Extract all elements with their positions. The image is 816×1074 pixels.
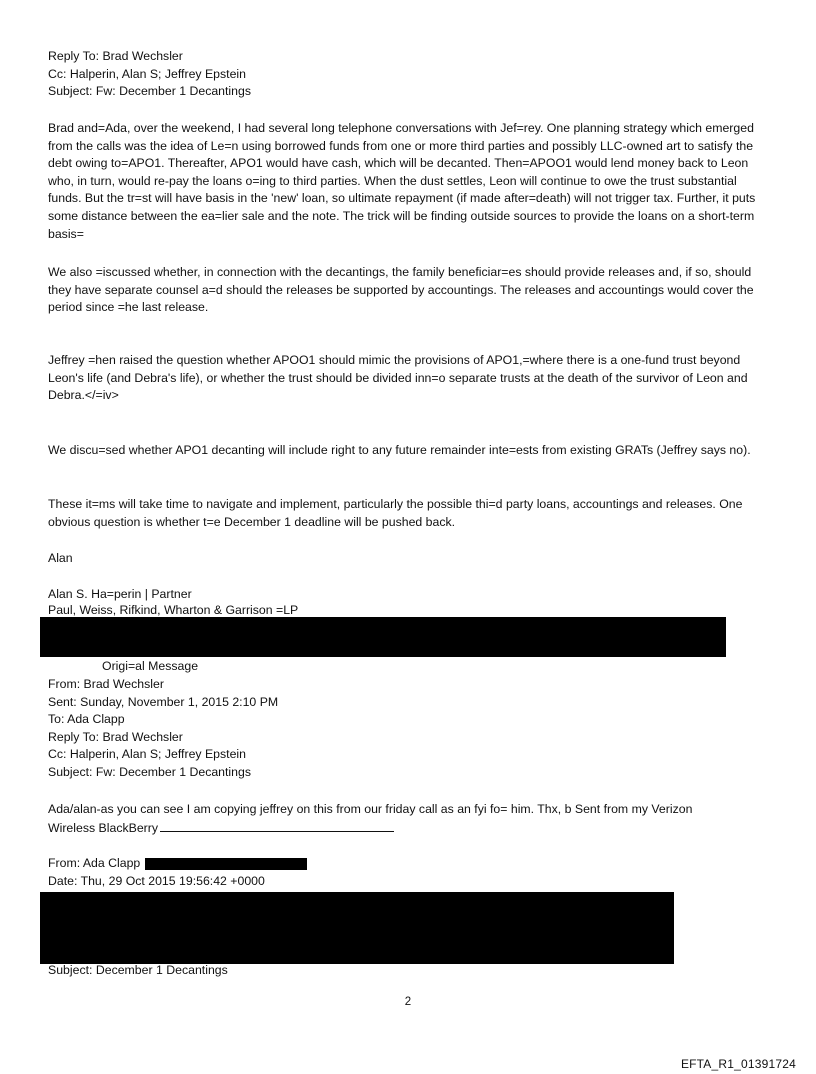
page-number: 2 xyxy=(404,996,412,1008)
forwarded-from-line: From: Ada Clapp xyxy=(48,856,141,870)
body-paragraph-5: These it=ms will take time to navigate and implement, particularly the possible thi=d party loans, accountings and releases. One obvious question is whether t=e December 1 deadline will be pushed back. xyxy=(48,497,743,529)
redaction-block-large xyxy=(40,892,674,964)
body-paragraph-3: Jeffrey =hen raised the question whether APOO1 should mimic the provisions of APO1,=where there is a one-fund trust beyond Leon's life (and Debra's life), or whether the trust should be divided inn=o separate trusts at the death of the survivor of Leon and Debra.</=iv> xyxy=(48,353,748,403)
subject-line: Subject: Fw: December 1 Decantings xyxy=(48,84,251,99)
separator-rule xyxy=(160,819,394,832)
body-paragraph-1: Brad and=Ada, over the weekend, I had several long telephone conversations with Jef=rey. One planning strategy which emerged from the calls was the idea of Le=n using borrowed funds from one or more third parties and possibly LLC-owned art to satisfy the debt owing to=APO1. Thereafter, APO1 would have cash, which will be decanted. Then=APOO1 would lend money back to Leon who, in turn, would re-pay the loans o=ing to third parties. When the dust settles, Leon will continue to owe the trust substantial funds. But the tr=st will have basis in the 'new' loan, so ultimate repayment (if made after=death) will not trigger tax. Further, it puts some distance between the ea=lier sale and the note. The trick will be finding outside sources to provide the loans on a short-term basis= xyxy=(48,121,756,241)
body-paragraph-2: We also =iscussed whether, in connection with the decantings, the family beneficiar=es should provide releases and, if so, should they have separate counsel a=d should the releases be supported by accountings. The releases and accountings would cover the period since =he last release. xyxy=(48,265,754,315)
original-message-header xyxy=(48,676,768,782)
orig-from-line: From: Brad Wechsler xyxy=(48,677,164,691)
email-header xyxy=(48,48,768,101)
orig-to-line: To: Ada Clapp xyxy=(48,712,125,727)
orig-body-line-2-text: Wireless BlackBerry xyxy=(48,820,159,835)
cc-line: Cc: Halperin, Alan S; Jeffrey Epstein xyxy=(48,66,246,81)
redaction-block xyxy=(40,617,726,657)
forwarded-date-line: Date: Thu, 29 Oct 2015 19:56:42 +0000 xyxy=(48,874,265,888)
signature-firm: Paul, Weiss, Rifkind, Wharton & Garrison =LP xyxy=(48,604,299,616)
document-id: EFTA_R1_01391724 xyxy=(680,1057,796,1071)
body-paragraph-4: We discu=sed whether APO1 decanting will include right to any future remainder inte=ests from existing GRATs (Jeffrey says no). xyxy=(48,443,751,457)
orig-body-line-2 xyxy=(48,819,768,838)
original-message-label: Origi=al Message xyxy=(102,659,199,673)
signature-firm-clip xyxy=(48,604,348,616)
orig-body-line-1: Ada/alan-as you can see I am copying jeffrey on this from our friday call as an fyi fo= him. Thx, b Sent from my Verizon xyxy=(48,802,693,816)
orig-subject-line: Subject: Fw: December 1 Decantings xyxy=(48,764,251,779)
orig-reply-to-line: Reply To: Brad Wechsler xyxy=(48,729,183,744)
original-message-body xyxy=(48,801,768,837)
sign-off: Alan xyxy=(48,551,73,565)
orig-sent-line: Sent: Sunday, November 1, 2015 2:10 PM xyxy=(48,694,279,709)
forwarded-subject-line: Subject: December 1 Decantings xyxy=(48,963,228,977)
redaction-inline xyxy=(145,858,307,870)
reply-to-line: Reply To: Brad Wechsler xyxy=(48,49,183,63)
signature-name: Alan S. Ha=perin | Partner xyxy=(48,587,192,601)
orig-cc-line: Cc: Halperin, Alan S; Jeffrey Epstein xyxy=(48,747,246,762)
